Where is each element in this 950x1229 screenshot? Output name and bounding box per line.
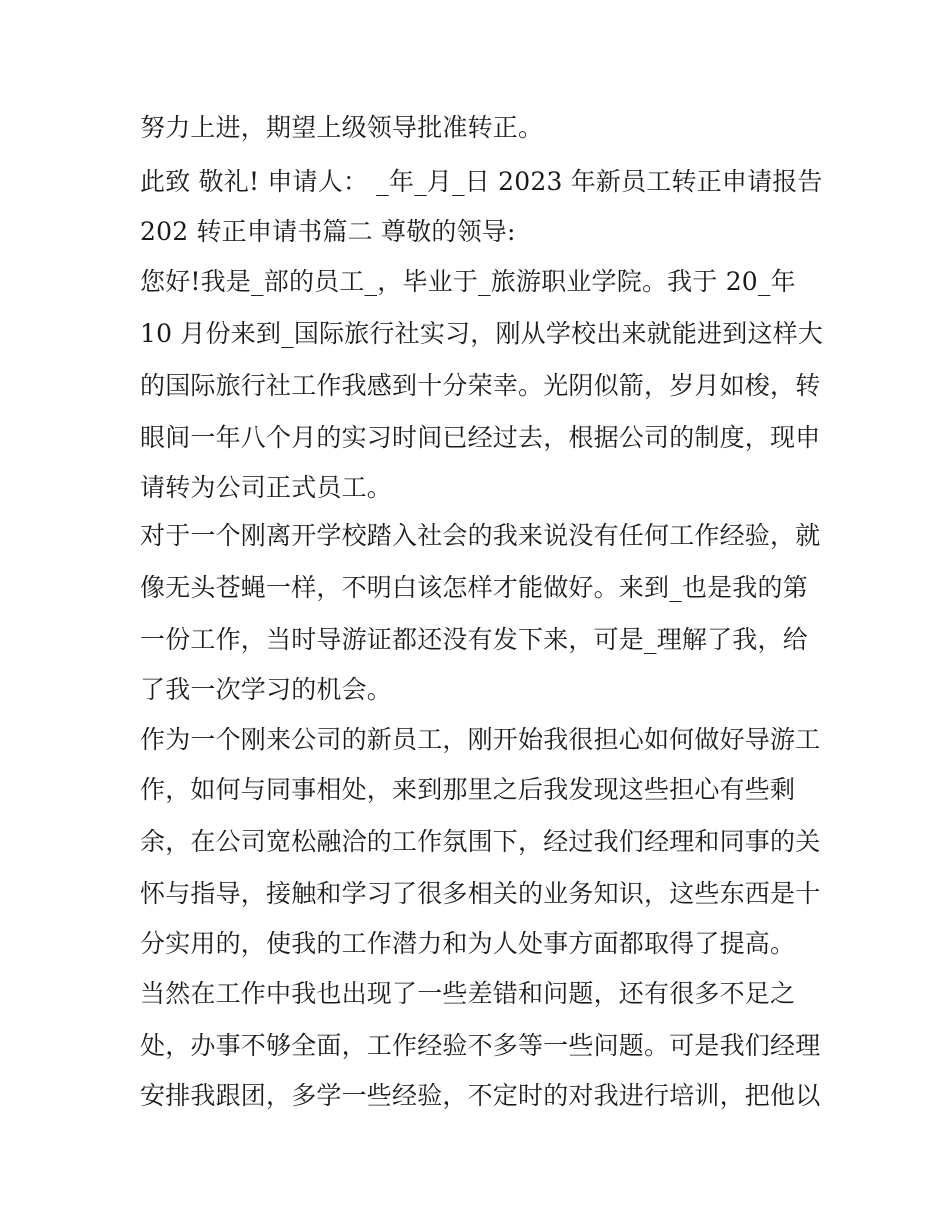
text-line: 安排我跟团，多学一些经验，不定时的对我进行培训，把他以 <box>140 1081 821 1110</box>
text-line: 眼间一年八个月的实习时间已经过去，根据公司的制度，现申 <box>140 423 821 452</box>
text-line: 10 月份来到_国际旅行社实习，刚从学校出来就能进到这样大 <box>140 319 824 348</box>
text-line: 余，在公司宽松融洽的工作氛围下，经过我们经理和同事的关 <box>140 827 821 856</box>
text-line: 作为一个刚来公司的新员工，刚开始我很担心如何做好导游工 <box>140 725 821 754</box>
text-line: 202 转正申请书篇二 尊敬的领导: <box>140 217 516 246</box>
text-line: 作，如何与同事相处，来到那里之后我发现这些担心有些剩 <box>140 775 796 804</box>
text-line: 怀与指导，接触和学习了很多相关的业务知识，这些东西是十 <box>140 879 821 908</box>
text-line: 的国际旅行社工作我感到十分荣幸。光阴似箭，岁月如梭，转 <box>140 371 821 400</box>
text-line: 当然在工作中我也出现了一些差错和问题，还有很多不足之 <box>140 979 796 1008</box>
text-line: 了我一次学习的机会。 <box>140 675 393 704</box>
text-line: 分实用的，使我的工作潜力和为人处事方面都取得了提高。 <box>140 929 796 958</box>
text-line: 您好!我是_部的员工_，毕业于_旅游职业学院。我于 20_年 <box>140 267 796 296</box>
text-line: 努力上进，期望上级领导批准转正。 <box>140 113 544 142</box>
text-line: 对于一个刚离开学校踏入社会的我来说没有任何工作经验，就 <box>140 521 821 550</box>
text-line: 此致 敬礼! 申请人： _年_月_日 2023 年新员工转正申请报告 <box>140 167 823 196</box>
text-line: 请转为公司正式员工。 <box>140 473 393 502</box>
text-line: 处，办事不够全面，工作经验不多等一些问题。可是我们经理 <box>140 1031 821 1060</box>
text-line: 一份工作，当时导游证都还没有发下来，可是_理解了我，给 <box>140 625 808 654</box>
text-line: 像无头苍蝇一样，不明白该怎样才能做好。来到_也是我的第 <box>140 573 808 602</box>
